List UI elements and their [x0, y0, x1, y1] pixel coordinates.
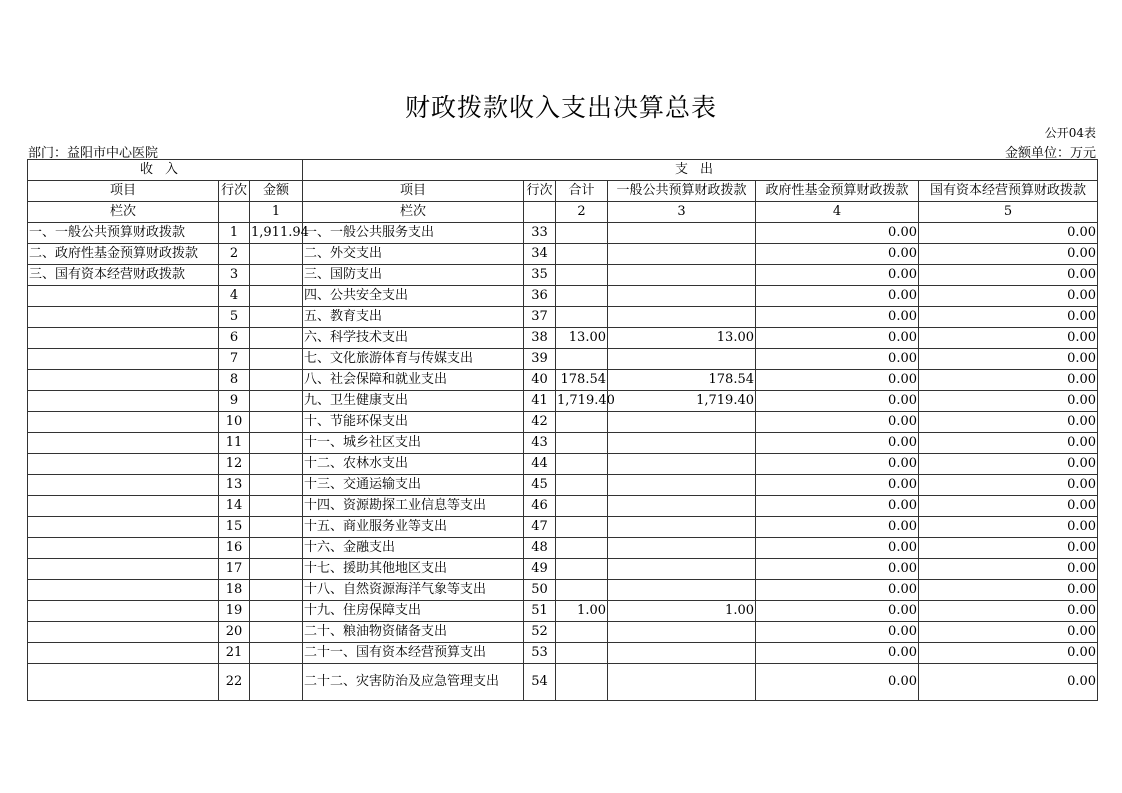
state-capital-cell: 0.00 [919, 643, 1098, 664]
income-item-cell [28, 286, 219, 307]
income-row-no-cell: 15 [219, 517, 250, 538]
income-header: 收入 [28, 160, 303, 181]
gov-fund-cell: 0.00 [756, 643, 919, 664]
income-row-no-cell: 2 [219, 244, 250, 265]
state-capital-cell: 0.00 [919, 664, 1098, 701]
income-item-cell [28, 454, 219, 475]
total-cell [556, 265, 608, 286]
income-item-cell: 三、国有资本经营财政拨款 [28, 265, 219, 286]
state-capital-cell: 0.00 [919, 601, 1098, 622]
income-amount-cell [250, 433, 303, 454]
total-cell [556, 412, 608, 433]
income-item-cell [28, 391, 219, 412]
header-columns-row [28, 181, 1098, 202]
gov-fund-cell: 0.00 [756, 601, 919, 622]
column-label: 栏次 [28, 202, 219, 223]
income-item-cell [28, 559, 219, 580]
income-amount-cell [250, 580, 303, 601]
income-amount-cell [250, 244, 303, 265]
income-item-cell: 一、一般公共预算财政拨款 [28, 223, 219, 244]
expense-row-no-cell: 41 [524, 391, 556, 412]
income-row-no-cell: 12 [219, 454, 250, 475]
income-item-cell [28, 370, 219, 391]
general-budget-cell [608, 517, 756, 538]
table-row [28, 643, 1098, 664]
total-cell [556, 475, 608, 496]
column-index-4: 4 [756, 202, 919, 223]
income-item-cell [28, 622, 219, 643]
expense-row-no-cell: 43 [524, 433, 556, 454]
income-amount-header: 金额 [250, 181, 303, 202]
general-budget-cell [608, 349, 756, 370]
column-index-1: 1 [250, 202, 303, 223]
expense-row-no-cell: 38 [524, 328, 556, 349]
income-amount-cell [250, 643, 303, 664]
income-row-no-cell: 16 [219, 538, 250, 559]
table-row [28, 622, 1098, 643]
expense-item-header: 项目 [303, 181, 524, 202]
income-amount-cell [250, 412, 303, 433]
expense-item-cell: 三、国防支出 [303, 265, 524, 286]
income-row-no-header: 行次 [219, 181, 250, 202]
table-row [28, 538, 1098, 559]
table-row [28, 391, 1098, 412]
page-title: 财政拨款收入支出决算总表 [404, 93, 717, 122]
gov-fund-cell: 0.00 [756, 412, 919, 433]
state-capital-cell: 0.00 [919, 580, 1098, 601]
income-item-cell [28, 496, 219, 517]
general-budget-cell [608, 475, 756, 496]
income-row-no-cell: 20 [219, 622, 250, 643]
state-capital-cell: 0.00 [919, 244, 1098, 265]
income-amount-cell [250, 538, 303, 559]
table-row [28, 349, 1098, 370]
income-row-no-cell: 1 [219, 223, 250, 244]
expense-item-cell: 十、节能环保支出 [303, 412, 524, 433]
state-capital-cell: 0.00 [919, 223, 1098, 244]
table-row [28, 517, 1098, 538]
total-cell [556, 223, 608, 244]
expense-row-no-cell: 35 [524, 265, 556, 286]
expense-item-cell: 八、社会保障和就业支出 [303, 370, 524, 391]
general-budget-cell [608, 496, 756, 517]
gov-fund-cell: 0.00 [756, 223, 919, 244]
general-budget-cell [608, 643, 756, 664]
table-row [28, 286, 1098, 307]
expense-row-no-cell: 49 [524, 559, 556, 580]
income-row-no-cell: 7 [219, 349, 250, 370]
income-item-header: 项目 [28, 181, 219, 202]
expense-row-no-cell: 47 [524, 517, 556, 538]
expense-header: 支出 [303, 160, 1098, 181]
income-amount-cell [250, 349, 303, 370]
total-cell [556, 643, 608, 664]
expense-item-cell: 十九、住房保障支出 [303, 601, 524, 622]
state-capital-cell: 0.00 [919, 391, 1098, 412]
state-capital-cell: 0.00 [919, 307, 1098, 328]
income-amount-cell [250, 622, 303, 643]
gov-fund-cell: 0.00 [756, 622, 919, 643]
income-item-cell [28, 328, 219, 349]
general-budget-header: 一般公共预算财政拨款 [608, 181, 756, 202]
general-budget-cell [608, 454, 756, 475]
general-budget-cell [608, 538, 756, 559]
state-capital-cell: 0.00 [919, 265, 1098, 286]
gov-fund-cell: 0.00 [756, 475, 919, 496]
state-capital-cell: 0.00 [919, 286, 1098, 307]
income-row-no-cell: 3 [219, 265, 250, 286]
income-amount-cell: 1,911.94 [250, 223, 303, 244]
form-number: 公开04表 [1044, 126, 1096, 140]
expense-item-cell: 十二、农林水支出 [303, 454, 524, 475]
expense-item-cell: 七、文化旅游体育与传媒支出 [303, 349, 524, 370]
expense-row-no-cell: 46 [524, 496, 556, 517]
general-budget-cell: 13.00 [608, 328, 756, 349]
income-amount-cell [250, 328, 303, 349]
income-amount-cell [250, 475, 303, 496]
table-row [28, 664, 1098, 701]
general-budget-cell [608, 664, 756, 701]
gov-fund-cell: 0.00 [756, 265, 919, 286]
state-capital-cell: 0.00 [919, 370, 1098, 391]
expense-item-cell: 十三、交通运输支出 [303, 475, 524, 496]
column-index-3: 3 [608, 202, 756, 223]
expense-item-cell: 四、公共安全支出 [303, 286, 524, 307]
expense-item-cell: 一、一般公共服务支出 [303, 223, 524, 244]
income-item-cell [28, 307, 219, 328]
total-cell [556, 622, 608, 643]
total-cell [556, 307, 608, 328]
state-capital-header: 国有资本经营预算财政拨款 [919, 181, 1098, 202]
income-item-cell [28, 517, 219, 538]
income-amount-cell [250, 517, 303, 538]
total-cell [556, 244, 608, 265]
total-cell [556, 454, 608, 475]
income-row-no-cell: 10 [219, 412, 250, 433]
report-table [27, 159, 1098, 701]
table-row [28, 412, 1098, 433]
total-cell [556, 664, 608, 701]
total-cell: 1.00 [556, 601, 608, 622]
general-budget-cell [608, 580, 756, 601]
income-row-no-cell: 5 [219, 307, 250, 328]
total-cell [556, 580, 608, 601]
gov-fund-cell: 0.00 [756, 433, 919, 454]
income-item-cell [28, 538, 219, 559]
table-row [28, 265, 1098, 286]
table-row [28, 496, 1098, 517]
expense-row-no-cell: 51 [524, 601, 556, 622]
gov-fund-cell: 0.00 [756, 559, 919, 580]
expense-row-no-cell: 42 [524, 412, 556, 433]
income-amount-cell [250, 307, 303, 328]
expense-row-no-cell: 45 [524, 475, 556, 496]
total-cell [556, 559, 608, 580]
income-item-cell [28, 433, 219, 454]
table-row [28, 559, 1098, 580]
expense-item-cell: 十五、商业服务业等支出 [303, 517, 524, 538]
expense-item-cell: 六、科学技术支出 [303, 328, 524, 349]
gov-fund-cell: 0.00 [756, 328, 919, 349]
table-row [28, 475, 1098, 496]
table-row [28, 454, 1098, 475]
income-item-cell: 二、政府性基金预算财政拨款 [28, 244, 219, 265]
general-budget-cell [608, 307, 756, 328]
expense-row-no-cell: 53 [524, 643, 556, 664]
income-amount-cell [250, 496, 303, 517]
general-budget-cell: 1.00 [608, 601, 756, 622]
total-cell: 1,719.40 [556, 391, 608, 412]
column-label-2: 栏次 [303, 202, 524, 223]
gov-fund-cell: 0.00 [756, 349, 919, 370]
expense-row-no-cell: 50 [524, 580, 556, 601]
column-index-row [28, 202, 1098, 223]
gov-fund-cell: 0.00 [756, 286, 919, 307]
state-capital-cell: 0.00 [919, 412, 1098, 433]
income-item-cell [28, 475, 219, 496]
expense-row-no-cell: 54 [524, 664, 556, 701]
expense-row-no-cell: 37 [524, 307, 556, 328]
expense-row-no-cell: 39 [524, 349, 556, 370]
general-budget-cell: 178.54 [608, 370, 756, 391]
income-item-cell [28, 580, 219, 601]
expense-row-no-cell: 33 [524, 223, 556, 244]
expense-row-no-cell: 40 [524, 370, 556, 391]
income-amount-cell [250, 559, 303, 580]
income-item-cell [28, 412, 219, 433]
income-row-no-cell: 14 [219, 496, 250, 517]
income-row-no-cell: 17 [219, 559, 250, 580]
expense-row-no-cell: 44 [524, 454, 556, 475]
general-budget-cell [608, 559, 756, 580]
expense-item-cell: 二十二、灾害防治及应急管理支出 [303, 664, 524, 701]
gov-fund-cell: 0.00 [756, 580, 919, 601]
general-budget-cell [608, 265, 756, 286]
general-budget-cell [608, 223, 756, 244]
income-amount-cell [250, 265, 303, 286]
income-row-no-cell: 9 [219, 391, 250, 412]
general-budget-cell [608, 412, 756, 433]
state-capital-cell: 0.00 [919, 328, 1098, 349]
gov-fund-cell: 0.00 [756, 664, 919, 701]
expense-item-cell: 五、教育支出 [303, 307, 524, 328]
table-row [28, 328, 1098, 349]
total-header: 合计 [556, 181, 608, 202]
income-item-cell [28, 601, 219, 622]
expense-row-no-header: 行次 [524, 181, 556, 202]
table-row [28, 244, 1098, 265]
income-row-no-cell: 18 [219, 580, 250, 601]
total-cell [556, 349, 608, 370]
header-section-row [28, 160, 1098, 181]
gov-fund-cell: 0.00 [756, 370, 919, 391]
gov-fund-cell: 0.00 [756, 307, 919, 328]
total-cell: 178.54 [556, 370, 608, 391]
income-amount-cell [250, 664, 303, 701]
general-budget-cell [608, 433, 756, 454]
total-cell [556, 538, 608, 559]
income-row-no-cell: 6 [219, 328, 250, 349]
table-row [28, 307, 1098, 328]
income-item-cell [28, 349, 219, 370]
income-row-no-cell: 19 [219, 601, 250, 622]
general-budget-cell [608, 244, 756, 265]
expense-row-no-cell: 48 [524, 538, 556, 559]
expense-item-cell: 十七、援助其他地区支出 [303, 559, 524, 580]
expense-item-cell: 二十、粮油物资储备支出 [303, 622, 524, 643]
expense-item-cell: 二十一、国有资本经营预算支出 [303, 643, 524, 664]
income-row-no-cell: 4 [219, 286, 250, 307]
state-capital-cell: 0.00 [919, 538, 1098, 559]
general-budget-cell: 1,719.40 [608, 391, 756, 412]
gov-fund-cell: 0.00 [756, 244, 919, 265]
column-index-blank-2 [524, 202, 556, 223]
income-row-no-cell: 13 [219, 475, 250, 496]
gov-fund-cell: 0.00 [756, 538, 919, 559]
column-index-blank [219, 202, 250, 223]
income-item-cell [28, 664, 219, 701]
state-capital-cell: 0.00 [919, 517, 1098, 538]
total-cell [556, 496, 608, 517]
total-cell: 13.00 [556, 328, 608, 349]
state-capital-cell: 0.00 [919, 475, 1098, 496]
column-index-2: 2 [556, 202, 608, 223]
income-row-no-cell: 8 [219, 370, 250, 391]
state-capital-cell: 0.00 [919, 454, 1098, 475]
income-amount-cell [250, 454, 303, 475]
column-index-5: 5 [919, 202, 1098, 223]
expense-item-cell: 二、外交支出 [303, 244, 524, 265]
unit-label: 金额单位：万元 [1004, 146, 1096, 161]
general-budget-cell [608, 622, 756, 643]
expense-item-cell: 十八、自然资源海洋气象等支出 [303, 580, 524, 601]
expense-item-cell: 十六、金融支出 [303, 538, 524, 559]
expense-row-no-cell: 36 [524, 286, 556, 307]
table-row [28, 433, 1098, 454]
table-row [28, 223, 1098, 244]
table-row [28, 601, 1098, 622]
expense-item-cell: 十四、资源勘探工业信息等支出 [303, 496, 524, 517]
gov-fund-cell: 0.00 [756, 496, 919, 517]
gov-fund-cell: 0.00 [756, 517, 919, 538]
state-capital-cell: 0.00 [919, 559, 1098, 580]
state-capital-cell: 0.00 [919, 349, 1098, 370]
table-row [28, 370, 1098, 391]
expense-item-cell: 九、卫生健康支出 [303, 391, 524, 412]
income-row-no-cell: 11 [219, 433, 250, 454]
department-label: 部门：益阳市中心医院 [28, 146, 159, 161]
income-amount-cell [250, 391, 303, 412]
income-row-no-cell: 21 [219, 643, 250, 664]
expense-row-no-cell: 52 [524, 622, 556, 643]
total-cell [556, 517, 608, 538]
expense-item-cell: 十一、城乡社区支出 [303, 433, 524, 454]
gov-fund-cell: 0.00 [756, 391, 919, 412]
gov-fund-cell: 0.00 [756, 454, 919, 475]
state-capital-cell: 0.00 [919, 433, 1098, 454]
income-amount-cell [250, 286, 303, 307]
state-capital-cell: 0.00 [919, 496, 1098, 517]
general-budget-cell [608, 286, 756, 307]
income-item-cell [28, 643, 219, 664]
total-cell [556, 433, 608, 454]
income-row-no-cell: 22 [219, 664, 250, 701]
income-amount-cell [250, 601, 303, 622]
total-cell [556, 286, 608, 307]
state-capital-cell: 0.00 [919, 622, 1098, 643]
gov-fund-header: 政府性基金预算财政拨款 [756, 181, 919, 202]
expense-row-no-cell: 34 [524, 244, 556, 265]
income-amount-cell [250, 370, 303, 391]
table-row [28, 580, 1098, 601]
